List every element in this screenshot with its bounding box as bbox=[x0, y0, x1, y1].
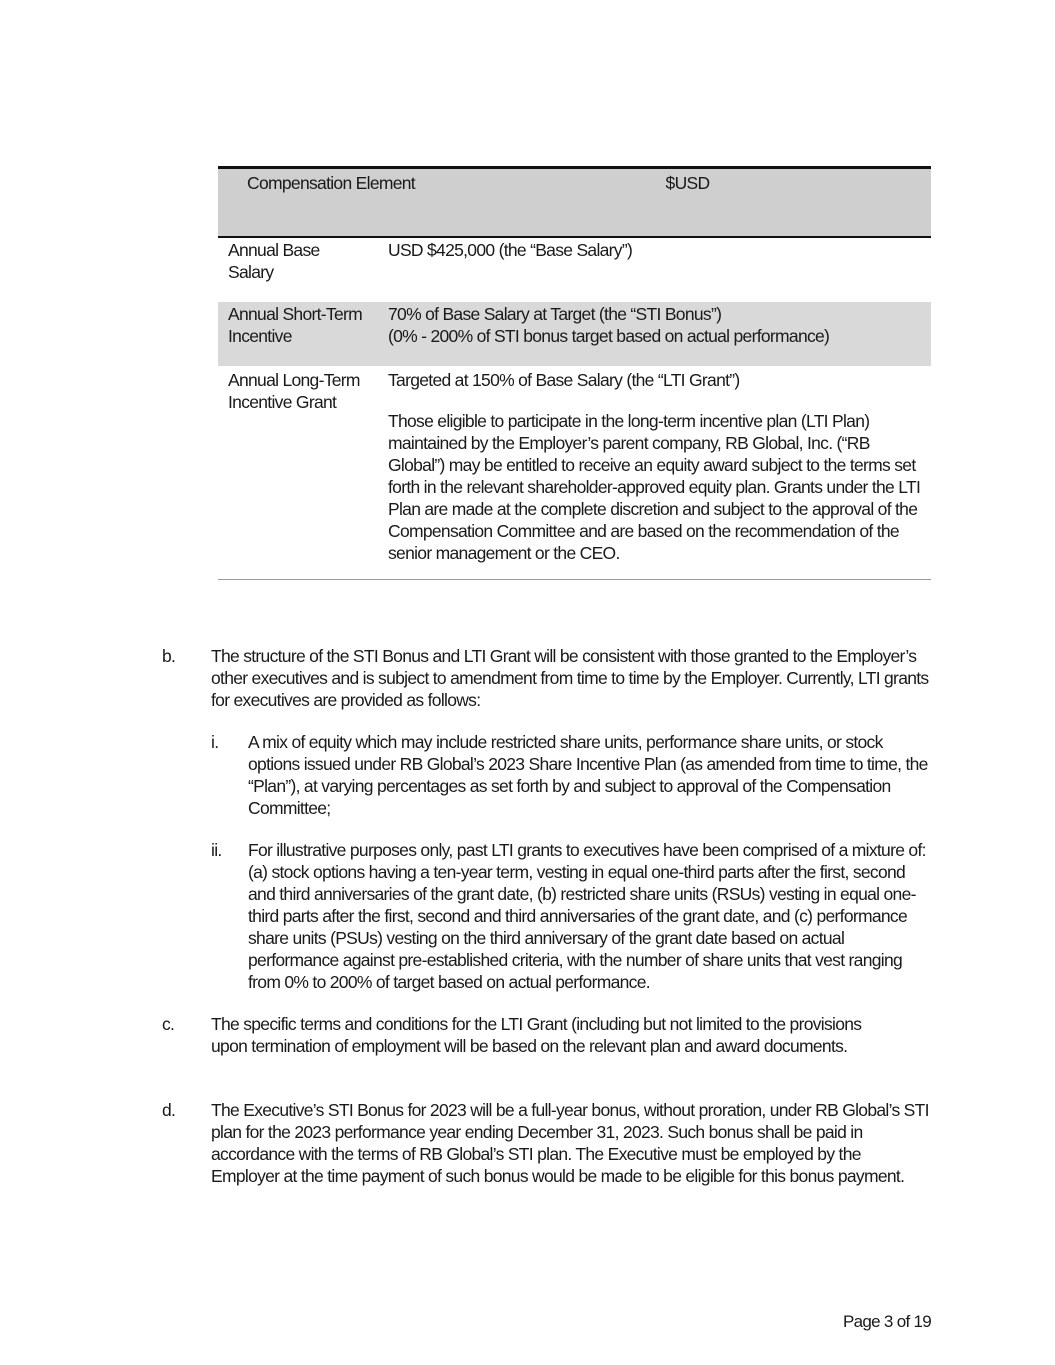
clause-text: The specific terms and conditions for the LTI Grant (including but not limited to the provisions upon termination of employment will be based on the relevant plan and award documents. bbox=[211, 1014, 862, 1056]
page-number: Page 3 of 19 bbox=[842, 1312, 931, 1331]
row-element-label: Annual Long-Term Incentive Grant bbox=[228, 370, 360, 412]
row-element-label: Annual Base Salary bbox=[228, 240, 320, 282]
compensation-table bbox=[218, 166, 931, 580]
row-value-line: USD $425,000 (the “Base Salary”) bbox=[388, 240, 633, 260]
row-value bbox=[388, 369, 931, 564]
table-header-row bbox=[218, 169, 931, 238]
subclause-text: A mix of equity which may include restricted share units, performance share units, or stock options issued under RB Global’s 2023 Share Incentive Plan (as amended from time to time, the “Plan”), at varying percentages as set forth by and subject to approval of the Compensation Committee; bbox=[248, 732, 928, 818]
row-value-line: 70% of Base Salary at Target (the “STI Bonus”) bbox=[388, 304, 722, 324]
clause-label: d. bbox=[162, 1100, 176, 1120]
clause-text: The structure of the STI Bonus and LTI Grant will be consistent with those granted to the Employer’s other executives and is subject to amendment from time to time by the Employer. Currently, LTI grants for executives are provided as follows: bbox=[211, 646, 929, 710]
header-compensation-element: Compensation Element bbox=[247, 173, 415, 193]
header-usd: $USD bbox=[665, 173, 710, 193]
subclause-text: For illustrative purposes only, past LTI grants to executives have been comprised of a mixture of: (a) stock options having a ten-year term, vesting in equal one-third parts after the first, second and third anniversaries of the grant date, (b) restricted share units (RSUs) vesting in equal one-third parts after the first, second and third anniversaries of the grant date, and (c) performance share units (PSUs) vesting on the third anniversary of the grant date based on actual performance against pre-established criteria, with the number of share units that vest ranging from 0% to 200% of target based on actual performance. bbox=[248, 840, 926, 992]
row-element-label: Annual Short-Term Incentive bbox=[228, 304, 362, 346]
row-value-line: Targeted at 150% of Base Salary (the “LTI Grant”) bbox=[388, 370, 740, 390]
table-row-short-term-incentive bbox=[218, 302, 931, 366]
clause-text: The Executive’s STI Bonus for 2023 will be a full-year bonus, without proration, under RB Global’s STI plan for the 2023 performance year ending December 31, 2023. Such bonus shall be paid in accordance with the terms of RB Global’s STI plan. The Executive must be employed by the Employer at the time payment of such bonus would be made to be eligible for this bonus payment. bbox=[211, 1100, 929, 1186]
subclause-label: ii. bbox=[211, 840, 222, 860]
row-value bbox=[388, 303, 931, 366]
lti-description: Those eligible to participate in the long-term incentive plan (LTI Plan) maintained by the Employer’s parent company, RB Global, Inc. (“RB Global”) may be entitled to receive an equity award subject to the terms set forth in the relevant shareholder-approved equity plan. Grants under the LTI Plan are made at the complete discretion and subject to the approval of the Compensation Committee and are based on the recommendation of the senior management or the CEO. bbox=[388, 411, 921, 563]
row-value-line: (0% - 200% of STI bonus target based on actual performance) bbox=[388, 326, 830, 346]
row-value bbox=[388, 239, 931, 302]
table-row-long-term-incentive bbox=[218, 366, 931, 579]
clause-label: b. bbox=[162, 646, 176, 666]
table-row-base-salary bbox=[218, 238, 931, 302]
clause-label: c. bbox=[162, 1014, 175, 1034]
subclause-label: i. bbox=[211, 732, 219, 752]
